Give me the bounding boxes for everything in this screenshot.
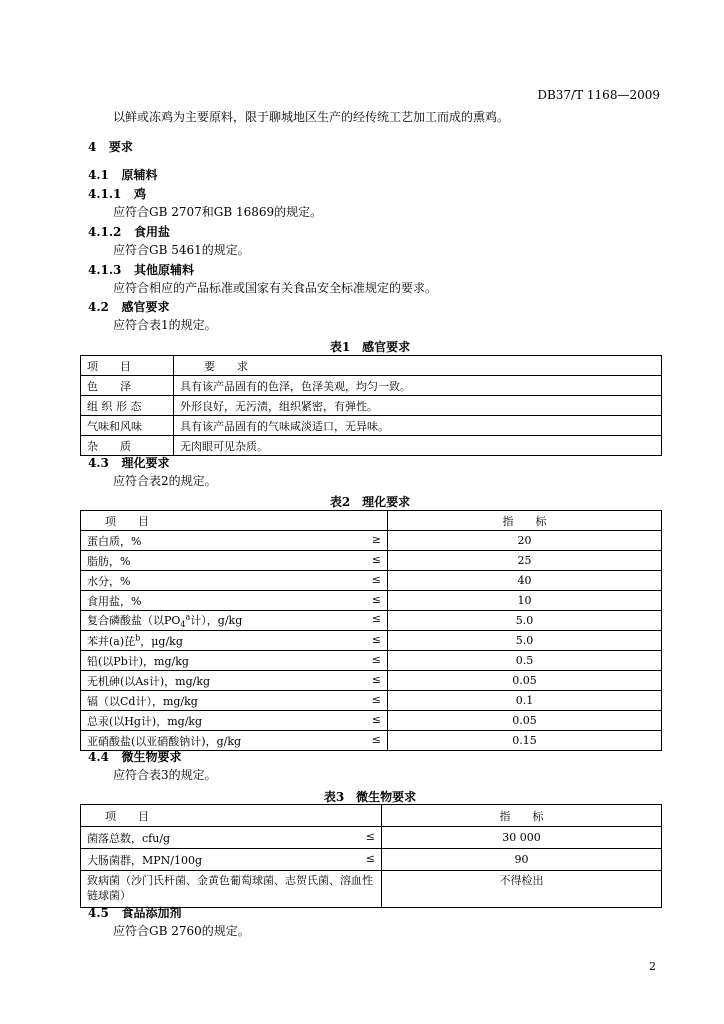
cell-item: 组 织 形 态 [81,396,174,416]
table-row [81,611,662,631]
cell-value: 30 000 [382,827,662,849]
cell-item: ≤ 水分，% [81,571,388,591]
cell-value: 10 [388,591,662,611]
section-title: 鸡 [133,187,146,201]
cell-requirement: 具有该产品固有的色泽，色泽美观，均匀一致。 [174,376,662,396]
section-title: 其他原辅料 [133,263,194,277]
cell-item: ≤ 总汞(以Hg计)，mg/kg [81,711,388,731]
header-cell-item: 项 目 [81,511,388,531]
table-row [81,731,662,751]
table-header-row [81,356,662,376]
section-4-5-heading [88,906,181,921]
cell-value: 0.05 [388,671,662,691]
cell-item: ≤ 铅(以Pb计)，mg/kg [81,651,388,671]
section-number: 4.1 [88,168,109,182]
section-4-1-2-body: 应符合GB 5461的规定。 [113,243,250,257]
cell-item: ≥ 蛋白质，% [81,531,388,551]
header-cell-index: 指 标 [388,511,662,531]
table-row [81,416,662,436]
document-number: DB37/T 1168—2009 [537,88,660,102]
cell-value: 不得检出 [382,871,662,908]
section-4-1-1-body: 应符合GB 2707和GB 16869的规定。 [113,205,323,219]
table2-physicochemical [80,510,662,751]
table-row [81,631,662,651]
table-row [81,591,662,611]
table1-sensory [80,355,662,456]
section-4-1-heading [88,168,157,183]
section-title: 原辅料 [121,168,158,182]
cell-symbol: ≤ [371,592,381,606]
intro-line: 以鲜或冻鸡为主要原料，限于聊城地区生产的经传统工艺加工而成的熏鸡。 [113,110,510,124]
section-4-2-body: 应符合表1的规定。 [113,318,217,332]
table-row [81,827,662,849]
cell-symbol: ≤ [371,632,381,646]
cell-item: ≤ 大肠菌群，MPN/100g [81,849,382,871]
cell-value: 25 [388,551,662,571]
cell-symbol: ≤ [371,572,381,586]
section-number: 4.2 [88,300,109,314]
cell-symbol: ≤ [371,672,381,686]
cell-item: ≤ 食用盐，% [81,591,388,611]
table-row [81,376,662,396]
table-row [81,396,662,416]
cell-symbol: ≤ [371,712,381,726]
cell-symbol: ≤ [371,552,381,566]
cell-symbol: ≤ [371,692,381,706]
section-title: 微生物要求 [121,750,182,764]
cell-value: 20 [388,531,662,551]
table-row [81,571,662,591]
cell-symbol: ≥ [371,532,381,546]
section-4-3-heading [88,456,169,471]
table-header-row [81,511,662,531]
header-cell-index: 指 标 [382,805,662,827]
cell-value: 5.0 [388,611,662,631]
section-title: 感官要求 [121,300,170,314]
cell-item: ≤ 苯并(a)芘$^b$，μg/kg [81,631,388,651]
section-number: 4.4 [88,750,109,764]
table-row [81,436,662,456]
cell-item: 致病菌（沙门氏杆菌、金黄色葡萄球菌、志贺氏菌、溶血性链球菌） [81,871,382,908]
table-row [81,551,662,571]
table3-caption: 表3 微生物要求 [323,790,417,804]
cell-value: 0.5 [388,651,662,671]
table-row [81,711,662,731]
cell-item: 杂 质 [81,436,174,456]
section-4-1-2-heading [88,225,170,240]
cell-symbol: ≤ [365,851,375,865]
section-4-4-heading [88,750,181,765]
cell-item: 气味和风味 [81,416,174,436]
cell-value: 5.0 [388,631,662,651]
table2-caption: 表2 理化要求 [329,495,411,509]
section-4-heading [88,140,133,155]
table-row [81,849,662,871]
cell-value: 0.1 [388,691,662,711]
cell-symbol: ≤ [371,611,381,625]
section-4-1-3-heading [88,263,194,278]
section-title: 食用盐 [133,225,170,239]
cell-requirement: 无肉眼可见杂质。 [174,436,662,456]
cell-item: ≤ 脂肪，% [81,551,388,571]
section-4-1-1-heading [88,187,146,202]
header-cell-item: 项 目 [81,356,174,376]
section-number: 4.1.1 [88,187,122,201]
table-row [81,531,662,551]
table-row [81,671,662,691]
cell-symbol: ≤ [371,652,381,666]
section-title: 要求 [108,140,133,154]
cell-value: 40 [388,571,662,591]
cell-value: 0.15 [388,731,662,751]
cell-requirement: 具有该产品固有的气味咸淡适口，无异味。 [174,416,662,436]
cell-value: 0.05 [388,711,662,731]
section-4-2-heading [88,300,169,315]
cell-symbol: ≤ [371,732,381,746]
cell-item: ≤ 菌落总数，cfu/g [81,827,382,849]
section-number: 4.3 [88,456,109,470]
section-title: 食品添加剂 [121,906,182,920]
table3-microbiological [80,804,662,908]
cell-item: ≤ 无机砷(以As计)，mg/kg [81,671,388,691]
section-number: 4.5 [88,906,109,920]
table-row [81,871,662,908]
section-number: 4.1.3 [88,263,122,277]
section-title: 理化要求 [121,456,170,470]
header-cell-item: 项 目 [81,805,382,827]
section-4-5-body: 应符合GB 2760的规定。 [113,924,250,938]
header-cell-requirement: 要 求 [174,356,662,376]
cell-item: ≤ 复合磷酸盐（以$PO_4^a$计），g/kg [81,611,388,631]
cell-item: ≤ 亚硝酸盐(以亚硝酸钠计)，g/kg [81,731,388,751]
cell-requirement: 外形良好，无污渍，组织紧密，有弹性。 [174,396,662,416]
cell-value: 90 [382,849,662,871]
table-row [81,691,662,711]
cell-item: ≤ 镉（以Cd计），mg/kg [81,691,388,711]
section-4-1-3-body: 应符合相应的产品标准或国家有关食品安全标准规定的要求。 [113,281,438,295]
table-header-row [81,805,662,827]
table-row [81,651,662,671]
section-4-3-body: 应符合表2的规定。 [113,474,217,488]
section-number: 4.1.2 [88,225,122,239]
section-number: 4 [88,140,97,154]
table1-caption: 表1 感官要求 [329,340,411,354]
section-4-4-body: 应符合表3的规定。 [113,768,217,782]
page-number: 2 [649,960,656,973]
cell-item: 色 泽 [81,376,174,396]
cell-symbol: ≤ [365,829,375,843]
